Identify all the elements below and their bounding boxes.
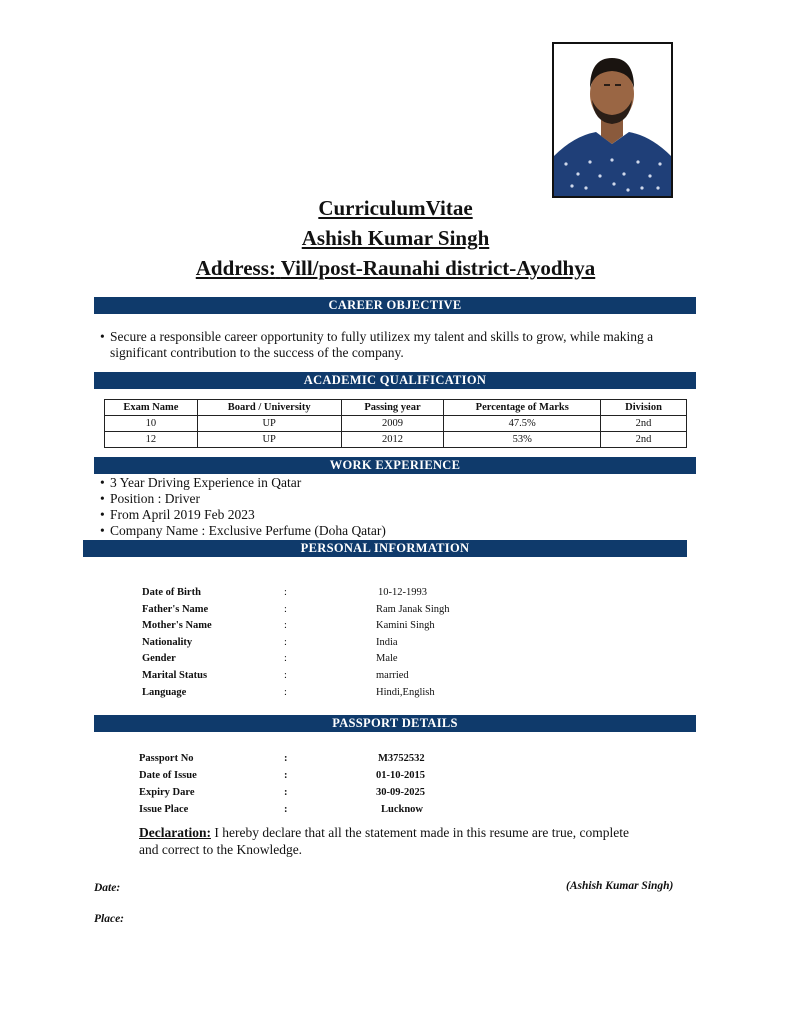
field-value: Ram Janak Singh — [376, 603, 450, 615]
table-cell: 53% — [444, 432, 601, 448]
field-separator: : — [284, 603, 287, 615]
field-separator: : — [284, 804, 288, 815]
table-cell: UP — [197, 416, 341, 432]
work-experience-list — [100, 475, 600, 539]
passport-heading: PASSPORT DETAILS — [94, 715, 696, 732]
declaration-text-2: and correct to the Knowledge. — [139, 842, 303, 857]
career-objective-text: • Secure a responsible career opportunity to fully utilizex my talent and skills to grow, while making a significant contribution to the success of the company. — [100, 329, 654, 360]
work-experience-heading: WORK EXPERIENCE — [94, 457, 696, 474]
academic-heading: ACADEMIC QUALIFICATION — [94, 372, 696, 389]
col-board: Board / University — [197, 400, 341, 416]
field-value: Kamini Singh — [376, 620, 435, 632]
profile-photo — [552, 42, 673, 198]
list-item: • 3 Year Driving Experience in Qatar — [100, 475, 302, 490]
academic-header-row — [105, 400, 687, 416]
passport-list — [0, 751, 791, 821]
field-value: 01-10-2015 — [376, 770, 425, 781]
field-label: Father's Name — [142, 603, 209, 615]
table-cell: 10 — [105, 416, 198, 432]
person-photo-icon — [554, 44, 671, 196]
field-label: Date of Birth — [142, 587, 201, 598]
field-label: Expiry Dare — [139, 787, 195, 798]
table-row — [105, 416, 687, 432]
list-item: • From April 2019 Feb 2023 — [100, 507, 255, 522]
personal-info-list — [0, 585, 791, 705]
field-separator: : — [284, 770, 288, 781]
list-item: • Company Name : Exclusive Perfume (Doha Qatar) — [100, 523, 386, 538]
col-exam-name: Exam Name — [105, 400, 198, 416]
field-label: Date of Issue — [139, 770, 197, 781]
declaration-label: Declaration: — [139, 825, 211, 840]
field-value: India — [376, 636, 398, 648]
field-label: Mother's Name — [142, 620, 212, 632]
field-separator: : — [284, 620, 287, 632]
field-label: Passport No — [139, 753, 194, 764]
col-division: Division — [601, 400, 687, 416]
candidate-name: Ashish Kumar Singh — [301, 226, 490, 250]
field-value: 30-09-2025 — [376, 787, 425, 798]
field-separator: : — [284, 686, 287, 698]
table-cell: UP — [197, 432, 341, 448]
address-label: Address: — [195, 256, 276, 280]
field-separator: : — [284, 787, 288, 798]
field-label: Issue Place — [139, 804, 189, 815]
field-label: Marital Status — [142, 670, 208, 681]
table-cell: 12 — [105, 432, 198, 448]
field-label: Gender — [142, 653, 176, 665]
table-row — [105, 432, 687, 448]
table-cell: 2nd — [601, 432, 687, 448]
table-cell: 47.5% — [444, 416, 601, 432]
list-item: • Position : Driver — [100, 491, 200, 506]
field-value: Hindi,English — [376, 686, 435, 698]
objective-line-2: significant contribution to the success of the company. — [110, 345, 404, 360]
table-cell: 2009 — [341, 416, 444, 432]
personal-info-heading: PERSONAL INFORMATION — [83, 540, 687, 557]
field-separator: : — [284, 753, 288, 764]
field-value: married — [376, 670, 409, 681]
table-cell: 2012 — [341, 432, 444, 448]
field-separator: : — [284, 587, 287, 598]
address-value: Vill/post-Raunahi district-Ayodhya — [280, 256, 596, 280]
date-label: Date: — [94, 882, 121, 894]
field-value: Lucknow — [381, 804, 424, 815]
field-value: Male — [376, 653, 398, 665]
table-cell: 2nd — [601, 416, 687, 432]
field-separator: : — [284, 653, 287, 665]
col-percentage: Percentage of Marks — [444, 400, 601, 416]
field-label: Nationality — [142, 636, 193, 648]
field-value: 10-12-1993 — [378, 587, 427, 598]
career-objective-heading: CAREER OBJECTIVE — [94, 297, 696, 314]
signature-name: (Ashish Kumar Singh) — [566, 880, 674, 892]
objective-line-1: Secure a responsible career opportunity to fully utilizex my talent and skills to grow, while making a — [110, 329, 654, 344]
field-separator: : — [284, 670, 287, 681]
col-passing-year: Passing year — [341, 400, 444, 416]
address-line — [0, 256, 791, 280]
declaration-text-1: I hereby declare that all the statement made in this resume are true, complete — [214, 825, 629, 840]
academic-table — [104, 399, 687, 448]
field-separator: : — [284, 636, 287, 648]
field-label: Language — [142, 686, 187, 698]
declaration — [139, 824, 699, 858]
document-title: CurriculumVitae — [318, 196, 473, 220]
field-value: M3752532 — [378, 753, 425, 764]
place-label: Place: — [94, 913, 125, 925]
